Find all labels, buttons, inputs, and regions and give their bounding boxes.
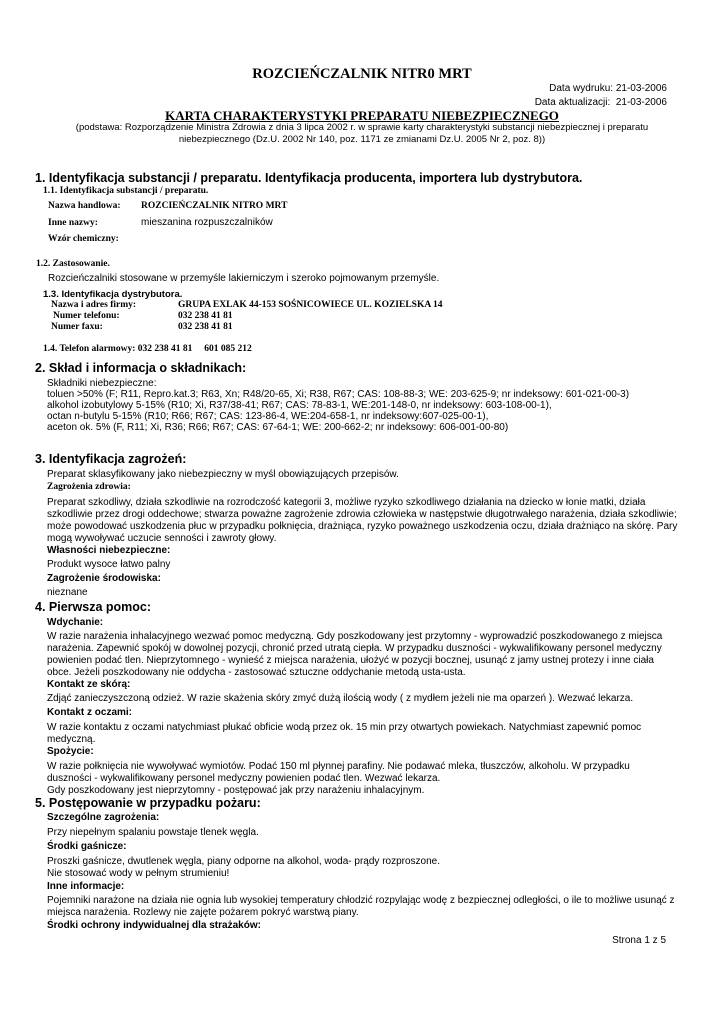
inhalation-label: Wdychanie:: [47, 617, 104, 628]
eye-contact-label: Kontakt z oczami:: [47, 707, 133, 718]
extinguishing-media-label: Środki gaśnicze:: [47, 841, 127, 852]
ingestion-line2: duszności - wykwalifikowany personel medyczny powienien podać tlen. Wezwać lekarza.: [47, 773, 441, 784]
classification-text: Preparat sklasyfikowany jako niebezpieczny w myśl obowiązujących przepisów.: [47, 469, 399, 480]
usage-text: Rozcieńczalniki stosowane w przemyśle lakierniczym i szeroko pojmowanym przemyśle.: [48, 273, 440, 284]
health-hazards-line1: Preparat szkodliwy, działa szkodliwie na rozrodczość kategorii 3, możliwe ryzyko szkodliwego działania na dziecko w łonie matki, działa: [47, 497, 646, 508]
subsection-1-1: 1.1. Identyfikacja substancji / preparatu.: [43, 186, 209, 196]
other-info-label: Inne informacje:: [47, 881, 125, 892]
hazard-properties-value: Produkt wysoce łatwo palny: [47, 559, 171, 570]
update-date-row: [535, 97, 667, 108]
section-1-heading: 1. Identyfikacja substancji / preparatu. Identyfikacja producenta, importera lub dystrybutora.: [35, 171, 583, 185]
subsection-1-2: 1.2. Zastosowanie.: [36, 259, 110, 269]
section-3-heading: 3. Identyfikacja zagrożeń:: [35, 452, 187, 466]
component-butyl-acetate: octan n-butylu 5-15% (R10; R66; R67; CAS: 123-86-4, WE:204-658-1, nr indeksowy:607-025-00-1),: [47, 411, 489, 422]
extinguishing-media-line1: Proszki gaśnicze, dwutlenek węgla, piany odporne na alkohol, woda- prądy rozproszone.: [47, 856, 441, 867]
components-intro: Składniki niebezpieczne:: [47, 378, 157, 389]
section-2-heading: 2. Skład i informacja o składnikach:: [35, 361, 247, 375]
extinguishing-media-line2: Nie stosować wody w pełnym strumieniu!: [47, 868, 230, 879]
component-acetone: aceton ok. 5% (F, R11; Xi, R36; R66; R67; CAS: 67-64-1; WE: 200-662-2; nr indeksowy: 606-001-00-80): [47, 422, 509, 433]
phone-value: 032 238 41 81: [178, 311, 233, 321]
trade-name-value: ROZCIEŃCZALNIK NITRO MRT: [141, 201, 288, 211]
legal-basis-line1: (podstawa: Rozporządzenie Ministra Zdrowia z dnia 3 lipca 2002 r. w sprawie karty charakterystyki substancji niebezpiecznej i preparatu: [75, 122, 649, 133]
update-date-value: 21-03-2006: [615, 97, 667, 108]
ingestion-line1: W razie połknięcia nie wywoływać wymiotów. Podać 150 ml płynnej parafiny. Nie podawać mleka, tłuszczów, alkoholu. W przypadku: [47, 761, 630, 772]
chemical-formula-label: Wzór chemiczny:: [48, 234, 119, 244]
section-4-heading: 4. Pierwsza pomoc:: [35, 600, 152, 614]
health-hazards-label: Zagrożenia zdrowia:: [47, 482, 131, 492]
eye-contact-line2: medyczną.: [47, 734, 96, 745]
update-date-label: Data aktualizacji:: [534, 97, 611, 108]
document-title: ROZCIEŃCZALNIK NITR0 MRT: [252, 66, 472, 82]
fax-value: 032 238 41 81: [178, 322, 233, 332]
special-hazards-label: Szczególne zagrożenia:: [47, 812, 160, 823]
component-toluene: toluen >50% (F; R11, Repro.kat.3; R63, Xn; R48/20-65, Xi; R38, R67; CAS: 108-88-3; WE: 203-625-9; nr indeksowy: 601-021-00-3): [47, 389, 630, 400]
environment-hazard-value: nieznane: [47, 587, 88, 598]
phone-label: Numer telefonu:: [53, 311, 120, 321]
inhalation-line1: W razie narażenia inhalacyjnego wezwać pomoc medyczną. Gdy poszkodowany jest przytomny - wyprowadzić poszkodowanego z miejsca: [47, 631, 663, 642]
subsection-1-3: 1.3. Identyfikacja dystrybutora.: [43, 289, 183, 300]
company-value: GRUPA EXLAK 44-153 SOŚNICOWIECE UL. KOZIELSKA 14: [178, 300, 443, 310]
alarm-phone: 1.4. Telefon alarmowy: 032 238 41 81 601 085 212: [43, 344, 252, 354]
skin-contact-label: Kontakt ze skórą:: [47, 679, 131, 690]
health-hazards-line2: szkodliwie przez drogi oddechowe; stwarza poważne zagrożenie zdrowia człowieka w następstwie długotrwałego narażenia, działa szkodliwie;: [47, 509, 677, 520]
inhalation-line2: narażenia. Zapewnić spokój w dowolnej pozycji, chronić przed utratą ciepła. W przypadku duszności - wykwalifikowany personel medyczny: [47, 643, 662, 654]
card-title: KARTA CHARAKTERYSTYKI PREPARATU NIEBEZPIECZNEGO: [165, 108, 559, 123]
skin-contact-text: Zdjąć zanieczyszczoną odzież. W razie skażenia skóry zmyć dużą ilością wody ( z mydłem jeżeli nie ma oparzeń ). Wezwać lekarza.: [47, 693, 634, 704]
page-number: Strona 1 z 5: [612, 935, 666, 946]
ingestion-line3: Gdy poszkodowany jest nieprzytomny - postępować jak przy narażeniu inhalacyjnym.: [47, 785, 425, 796]
special-hazards-text: Przy niepełnym spalaniu powstaje tlenek węgla.: [47, 827, 259, 838]
fax-label: Numer faxu:: [51, 322, 103, 332]
inhalation-line4: obce. Jeżeli poszkodowany nie oddycha - zastosować sztuczne oddychanie metodą usta-usta.: [47, 667, 466, 678]
legal-basis-line2: niebezpiecznego (Dz.U. 2002 Nr 140, poz. 1171 ze zmianami Dz.U. 2005 Nr 2, poz. 8)): [178, 134, 546, 145]
trade-name-label: Nazwa handlowa:: [48, 201, 121, 211]
other-info-line1: Pojemniki narażone na działa nie ognia lub wysokiej temperatury chłodzić rozpylając wodę z bezpiecznej odległości, o ile to możliwe usunąć z: [47, 895, 675, 906]
section-5-heading: 5. Postępowanie w przypadku pożaru:: [35, 796, 261, 810]
eye-contact-line1: W razie kontaktu z oczami natychmiast płukać obficie wodą przez ok. 15 min przy otwartych powiekach. Natychmiast zapewnić pomoc: [47, 722, 642, 733]
health-hazards-line3: może powodować uszkodzenia płuc w przypadku połknięcia, drażniąca, ryzyko poważnego uszkodzenia oczu, działa drażniąco na skórę. Pary: [47, 521, 678, 532]
component-isobutanol: alkohol izobutylowy 5-15% (R10; Xi, R37/38-41; R67; CAS: 78-83-1, WE:201-148-0, nr indeksowy: 603-108-00-1),: [47, 400, 552, 411]
hazard-properties-label: Własności niebezpieczne:: [47, 545, 171, 556]
environment-hazard-label: Zagrożenie środowiska:: [47, 573, 161, 584]
other-names-label: Inne nazwy:: [48, 218, 98, 228]
ingestion-label: Spożycie:: [47, 746, 94, 757]
other-info-line2: miejsca narażenia. Rozlewy nie zajęte pożarem pokryć warstwą piany.: [47, 907, 359, 918]
health-hazards-line4: mogą wywoływać uczucie senności i zawroty głowy.: [47, 533, 277, 544]
print-date: Data wydruku: 21-03-2006: [549, 83, 667, 94]
firefighter-ppe-label: Środki ochrony indywidualnej dla strażaków:: [47, 920, 261, 931]
other-names-value: mieszanina rozpuszczalników: [141, 217, 273, 228]
company-label: Nazwa i adres firmy:: [51, 300, 137, 310]
inhalation-line3: powienien podać tlen. Nieprzytomnego - wynieść z miejsca narażenia, ułożyć w pozycji bocznej, usunąć z jamy ustnej protezy i inne ciała: [47, 655, 654, 666]
